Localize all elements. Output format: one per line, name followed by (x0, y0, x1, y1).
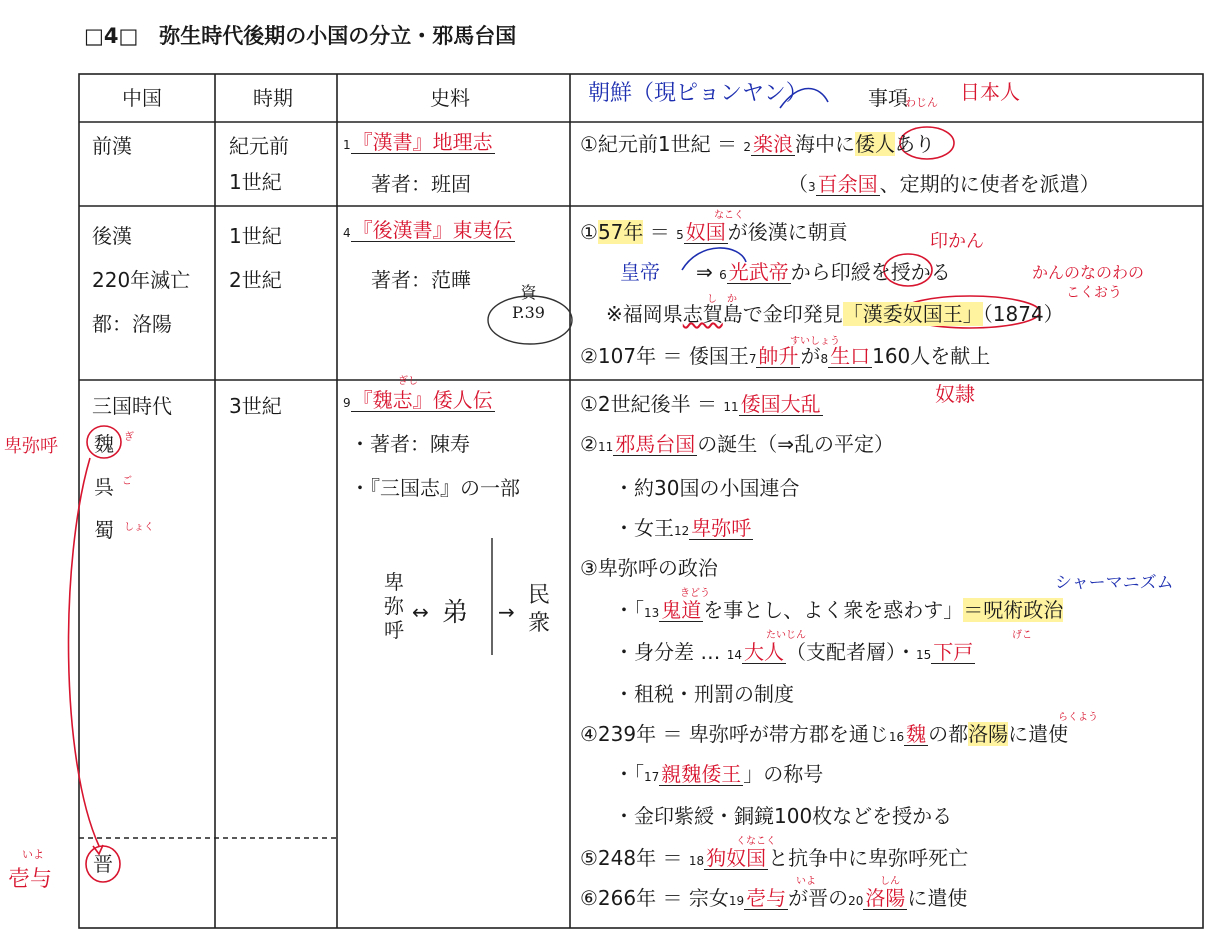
blank-11b: 邪馬台国 (615, 432, 696, 456)
blank-13: 鬼道 (661, 598, 702, 622)
ruby-geko: げこ (1012, 630, 1032, 641)
row3-period: 3世紀 (229, 394, 282, 418)
blank-number: 1 (343, 138, 351, 152)
row1-period-1: 紀元前 (229, 134, 289, 158)
row3-source: 9 『魏志』倭人伝 (343, 388, 493, 412)
row3-china-wei: 魏 (94, 432, 114, 456)
row2-item-2: 皇帝 ⇒ 6 光武帝 から印綬を授かる (620, 260, 951, 284)
row2-period-1: 1世紀 (229, 224, 282, 248)
ruby-shika: し か (707, 294, 737, 305)
blank-12: 卑弥呼 (691, 516, 752, 540)
note-reading: かんのなのわの (1032, 263, 1145, 282)
row1-source (343, 130, 495, 157)
ruby-shin: しん (880, 876, 900, 887)
ruby-go: ご (122, 476, 132, 487)
row3-china-shu: 蜀 (94, 518, 114, 542)
note-wajin-ruby: わじん (905, 96, 938, 109)
row2-item-3: ※福岡県志賀島で金印発見「漢委奴国王」（1874） (606, 302, 1064, 326)
ruby-iyo: いよ (796, 876, 816, 887)
row1-china: 前漢 (92, 134, 132, 158)
row2-author: 著者：范曄 (371, 268, 471, 292)
note-reading-2: こくおう (1066, 285, 1122, 301)
blank-15: 下戸 (933, 640, 974, 664)
row3-item-10: ・「17 親魏倭王 」の称号 (614, 762, 824, 786)
blank-6: 光武帝 (728, 260, 789, 284)
row3-item-3: ・約30国の小国連合 (614, 476, 800, 500)
blank-20: 洛陽 (865, 886, 906, 910)
ruby-gi: ぎ (124, 432, 134, 443)
blank-18: 狗奴国 (706, 846, 767, 870)
header-items: 事項 (868, 86, 908, 110)
row3-item-13: ⑥266年 ＝ 宗女19 壱与 が晋の20 洛陽 に遣使 (580, 886, 968, 910)
note-inkan: 印かん (930, 231, 984, 252)
row3-china-jin: 晋 (93, 852, 113, 876)
blank-9: 『魏志』倭人伝 (352, 388, 493, 412)
row3-item-2: ②11 邪馬台国 の誕生（⇒乱の平定） (580, 432, 894, 456)
note-nihonjin: 日本人 (960, 80, 1020, 104)
row3-item-11: ・金印紫綬・銅鏡100枚などを授かる (614, 804, 953, 828)
ruby-kido: きどう (680, 588, 710, 599)
row3-item-8: ・租税・刑罰の制度 (614, 682, 794, 706)
ruby-nakoku: なこく (714, 210, 744, 221)
row1-author: 著者：班固 (371, 172, 471, 196)
row3-source-line-1: ・著者：陳寿 (350, 432, 470, 456)
row2-source: 4 『後漢書』東夷伝 (343, 218, 513, 242)
row1-item-2: （3 百余国 、定期的に使者を派遣） (788, 172, 1100, 196)
header-china: 中国 (122, 86, 162, 110)
blank-4: 『後漢書』東夷伝 (352, 218, 513, 242)
row3-china-wu: 呉 (94, 475, 114, 499)
diagram-arrow-left: ↔ (412, 600, 429, 624)
ruby-rakuyo: らくよう (1058, 712, 1098, 723)
blank-14: 大人 (744, 640, 784, 664)
diagram-middle: 弟 (442, 598, 469, 628)
row3-item-1: ①2世紀後半 ＝ 11 倭国大乱 (580, 392, 821, 416)
row2-period-2: 2世紀 (229, 268, 282, 292)
diagram-left: 卑弥呼 (384, 570, 404, 642)
blank-17: 親魏倭王 (661, 762, 742, 786)
row2-china-1: 後漢 (92, 224, 132, 248)
blank-7: 帥升 (758, 344, 799, 368)
source-ref-note: 資 P.39 (512, 283, 545, 322)
blank-1: 『漢書』地理志 (352, 130, 493, 154)
note-dorei: 奴隷 (935, 382, 975, 406)
row3-source-line-2: ・『三国志』の一部 (350, 476, 520, 500)
ruby-taijin: たいじん (766, 630, 806, 641)
row3-item-5: ③卑弥呼の政治 (580, 556, 718, 580)
blank-2: 楽浪 (753, 132, 794, 156)
blank-19: 壱与 (746, 886, 787, 910)
row3-china-1: 三国時代 (92, 394, 172, 418)
margin-note-himiko: 卑弥呼 (4, 436, 58, 457)
ruby-shoku: しょく (124, 522, 154, 533)
ruby-gishi: ぎし (398, 376, 418, 387)
header-period: 時期 (253, 86, 293, 110)
blank-3: 百余国 (817, 172, 878, 196)
row3-item-7: ・身分差 … 14 大人 （支配者層）・15 下戸 (614, 640, 974, 664)
row1-item-1: ①紀元前1世紀 ＝ 2 楽浪 海中に倭人あり (580, 132, 936, 156)
row3-item-9: ④239年 ＝ 卑弥呼が帯方郡を通じ16 魏 の都洛陽に遣使 (580, 722, 1069, 746)
row1-period-2: 1世紀 (229, 170, 282, 194)
blank-11: 倭国大乱 (740, 392, 821, 416)
row2-item-1: ①57年 ＝ 5 奴国 が後漢に朝貢 (580, 220, 848, 244)
blank-5: 奴国 (685, 220, 726, 244)
ruby-suisho: すいしょう (790, 336, 840, 347)
row2-china-3: 都：洛陽 (92, 312, 172, 336)
header-sources: 史料 (430, 86, 470, 110)
diagram-right: 民衆 (528, 583, 551, 636)
row2-item-4: ②107年 ＝ 倭国王7 帥升 が8 生口 160人を献上 (580, 344, 991, 368)
note-shamanism: シャーマニズム (1055, 573, 1174, 593)
row2-china-2: 220年滅亡 (92, 268, 191, 292)
ruby-kunakoku: くなこく (736, 836, 776, 847)
row3-item-12: ⑤248年 ＝ 18 狗奴国 と抗争中に卑弥呼死亡 (580, 846, 969, 870)
diagram-arrow-right: → (498, 600, 515, 624)
blank-16: 魏 (906, 722, 927, 746)
row3-item-4: ・女王12 卑弥呼 (614, 516, 752, 540)
row3-item-6: ・「13 鬼道 を事とし、よく衆を惑わす」＝呪術政治 (614, 598, 1064, 622)
note-korea: 朝鮮（現ピョンヤン） (588, 81, 808, 106)
page-title: □4□ 弥生時代後期の小国の分立・邪馬台国 (84, 24, 517, 48)
margin-note-iyo: 壱与 (8, 867, 53, 892)
blank-8: 生口 (830, 344, 871, 368)
margin-ruby-iyo: いよ (22, 848, 44, 861)
